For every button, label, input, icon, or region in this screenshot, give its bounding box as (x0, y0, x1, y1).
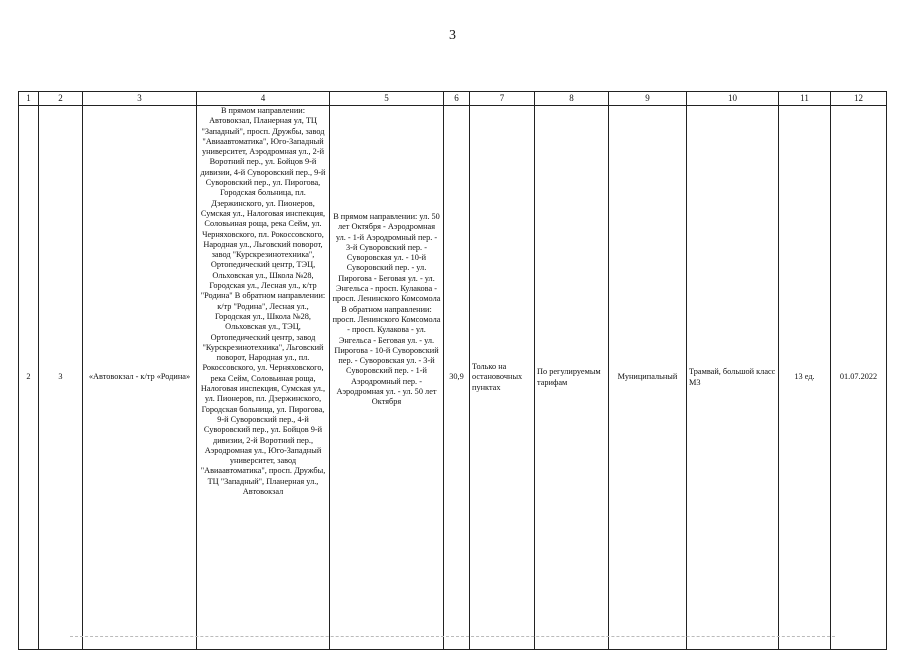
header-cell-3: 3 (83, 92, 197, 106)
route-length: 30,9 (444, 106, 470, 650)
boarding-procedure: Только на остановочных пунктах (470, 106, 535, 650)
header-cell-2: 2 (39, 92, 83, 106)
header-cell-4: 4 (197, 92, 330, 106)
header-cell-11: 11 (779, 92, 831, 106)
route-table (18, 91, 887, 650)
vehicle-type: Трамвай, большой класс М3 (687, 106, 779, 650)
header-cell-10: 10 (687, 92, 779, 106)
header-cell-9: 9 (609, 92, 687, 106)
route-sequence-number: 2 (19, 106, 39, 650)
route-stops: В прямом направлении: Автовокзал, Планерная ул, ТЦ "Западный", просп. Дружбы, завод "Авиаавтоматика", Юго-Западный университет, Аэродромная ул., 2-й Воротний пер., ул. Бойцов 9-й дивизии, 4-й Суворовский пер., 9-й Суворовский пер., ул. Пирогова, Городская больница, пл. Дзержинского, ул. Пионеров, Сумская ул., Налоговая инспекция, Соловьиная роща, река Сейм, ул. Черняховского, пл. Рокоссовского, Народная ул., Льговский поворот, завод "Курскрезинотехника", Ортопедический центр, ТЭЦ, Ольховская ул., Школа №28, Городская ул., Лесная ул., к/тр "Родина" В обратном направлении: к/тр "Родина", Лесная ул., Городская ул., Школа №28, Ольховская ул., ТЭЦ, Ортопедический центр, завод "Курскрезинотехника", Льговский поворот, Народная ул., пл. Рокоссовского, ул. Черняховского, река Сейм, Соловьиная роща, Налоговая инспекция, Сумская ул., ул. Пионеров, пл. Дзержинского, Городская больница, ул. Пирогова, 9-й Суворовский пер., 4-й Суворовский пер., ул. Бойцов 9-й дивизии, 2-й Воротний пер., Аэродромная ул., Юго-Западный университет, завод "Авиаавтоматика", просп. Дружбы, ТЦ "Западный", Планерная ул., Автовокзал (197, 106, 330, 650)
vehicle-count: 13 ед. (779, 106, 831, 650)
page-number: 3 (449, 28, 456, 43)
route-number: 3 (39, 106, 83, 650)
table-row (19, 106, 887, 650)
header-cell-7: 7 (470, 92, 535, 106)
fare-type: По регулируемым тарифам (535, 106, 609, 650)
route-streets: В прямом направлении: ул. 50 лет Октября - Аэродромная ул. - 1-й Аэродромный пер. - 3-й Суворовский пер. - Суворовская ул. - 10-й Суворовский пер. - ул. Пирогова - Беговая ул. - ул. Энгельса - просп. Кулакова - просп. Ленинского Комсомола В обратном направлении: просп. Ленинского Комсомола - просп. Кулакова - ул. Энгельса - Беговая ул. - ул. Пирогова - 10-й Суворовский пер. - Суворовская ул. - 3-й Суворовский пер. - 1-й Аэродромный пер. - Аэродромная ул. - ул. 50 лет Октября (330, 106, 444, 650)
header-cell-8: 8 (535, 92, 609, 106)
header-cell-1: 1 (19, 92, 39, 106)
transport-type: Муниципальный (609, 106, 687, 650)
header-cell-5: 5 (330, 92, 444, 106)
start-date: 01.07.2022 (831, 106, 887, 650)
header-cell-6: 6 (444, 92, 470, 106)
header-row (19, 92, 887, 106)
route-name: «Автовокзал - к/тр «Родина» (83, 106, 197, 650)
page-bottom-edge (70, 636, 835, 637)
header-cell-12: 12 (831, 92, 887, 106)
